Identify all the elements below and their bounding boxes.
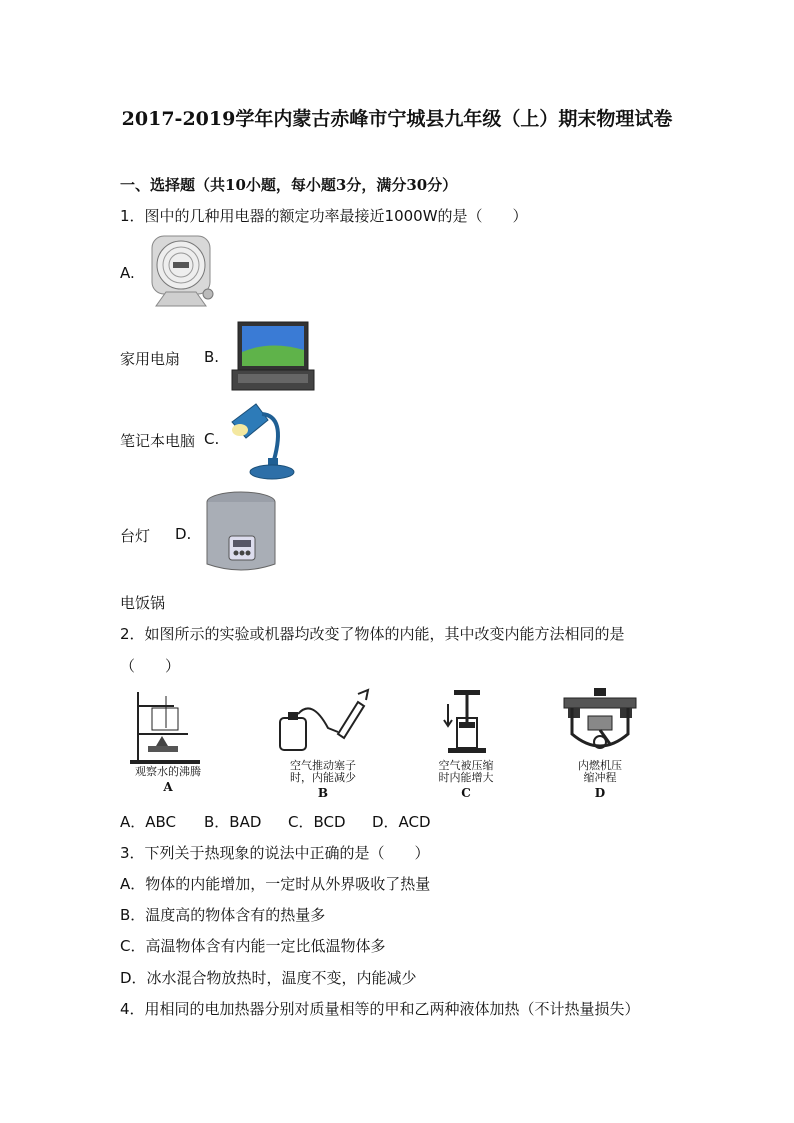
q3-stem: 3．下列关于热现象的说法中正确的是（ ） — [120, 844, 430, 862]
page-title: 2017-2019学年内蒙古赤峰市宁城县九年级（上）期末物理试卷 — [121, 108, 673, 130]
q2-figure-c-caption-2: 时内能增大 — [438, 771, 494, 784]
q3-option-a: A．物体的内能增加，一定时从外界吸收了热量 — [120, 875, 431, 893]
q2-figure-b-caption-2: 时，内能减少 — [290, 771, 356, 784]
q1-option-d-label: 电饭锅 — [120, 594, 166, 612]
q2-figure-d-caption-1: 内燃机压 — [578, 759, 622, 772]
q2-option-b: B．BAD — [204, 813, 262, 831]
q1-option-d-letter: D. — [175, 525, 192, 543]
q2-figure-d — [560, 686, 640, 758]
q4-stem: 4．用相同的电加热器分别对质量相等的甲和乙两种液体加热（不计热量损失） — [120, 1000, 640, 1018]
laptop-image — [230, 320, 316, 394]
q2-figure-b-letter: B — [317, 786, 329, 800]
q2-stem: 2．如图所示的实验或机器均改变了物体的内能，其中改变内能方法相同的是 — [120, 625, 625, 643]
q1-option-b-letter: B. — [204, 348, 220, 366]
q2-figure-b-caption-1: 空气推动塞子 — [290, 759, 356, 772]
q1-option-b-label: 笔记本电脑 — [120, 432, 196, 450]
q1-option-a-letter: A. — [120, 264, 135, 282]
q2-figure-a — [128, 688, 206, 766]
q1-option-c-letter: C. — [204, 430, 220, 448]
q1-stem: 1．图中的几种用电器的额定功率最接近1000W的是（ ） — [120, 207, 528, 225]
q3-option-b: B．温度高的物体含有的热量多 — [120, 906, 326, 924]
q3-option-c: C．高温物体含有内能一定比低温物体多 — [120, 937, 386, 955]
q2-figure-c-caption-1: 空气被压缩 — [438, 759, 494, 772]
q2-figure-c-letter: C — [461, 786, 471, 800]
q2-option-c: C．BCD — [288, 813, 346, 831]
section-heading: 一、选择题（共10小题，每小题3分，满分30分） — [120, 176, 458, 194]
desk-lamp-image — [228, 400, 298, 482]
q3-option-d: D．冰水混合物放热时，温度不变，内能减少 — [120, 969, 417, 987]
q2-figure-a-letter: A — [163, 780, 173, 794]
q2-stem-paren: （ ） — [120, 657, 181, 675]
q2-option-d: D．ACD — [372, 813, 431, 831]
rice-cooker-image — [203, 490, 279, 578]
q2-option-a: A．ABC — [120, 813, 177, 831]
q2-figure-b — [272, 688, 372, 758]
q2-figure-a-caption: 观察水的沸腾 — [135, 765, 201, 778]
q1-option-c-label: 台灯 — [120, 527, 151, 545]
fan-image — [146, 232, 216, 310]
q1-option-a-label: 家用电扇 — [120, 350, 181, 368]
q2-figure-d-caption-2: 缩冲程 — [583, 771, 617, 784]
q2-figure-c — [442, 688, 492, 756]
q2-figure-d-letter: D — [594, 786, 606, 800]
